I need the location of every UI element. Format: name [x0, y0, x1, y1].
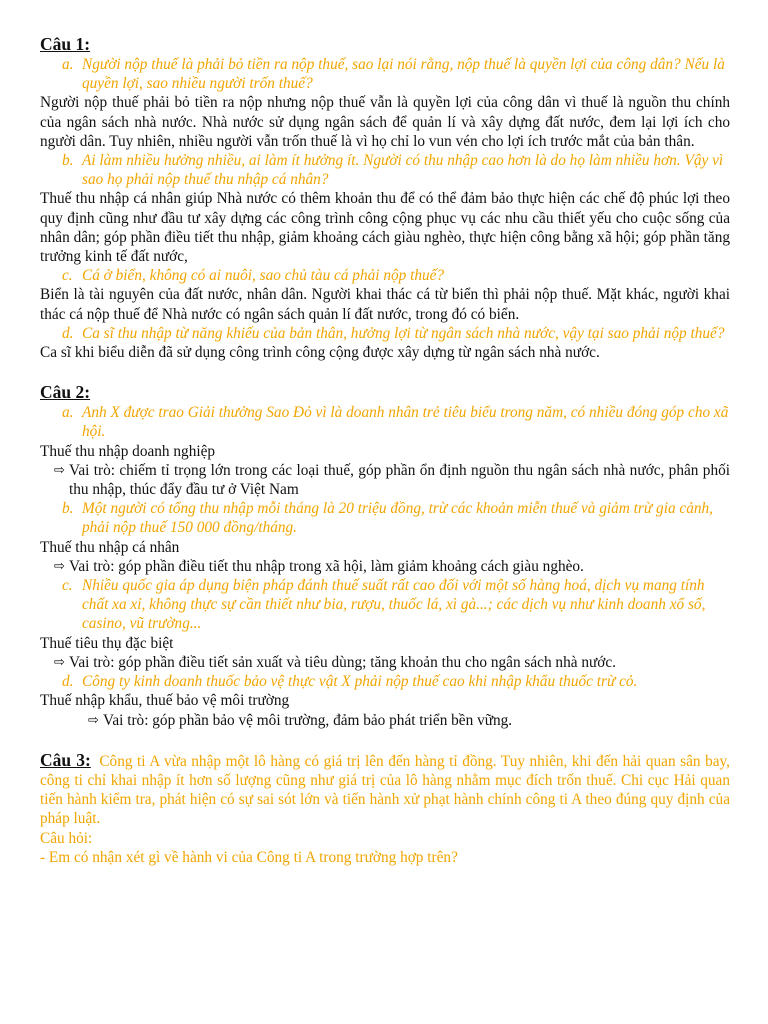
right-arrow-outline-icon: ⇨ — [54, 558, 65, 574]
role-text: Vai trò: góp phần bảo vệ môi trường, đảm bảo phát triển bền vững. — [103, 711, 513, 729]
right-arrow-outline-icon: ⇨ — [54, 462, 65, 478]
cau2-question-c — [40, 576, 730, 634]
cau2-heading: Câu 2: — [40, 382, 91, 403]
cau1-question-d — [40, 324, 730, 343]
role-text: Vai trò: chiếm tỉ trọng lớn trong các loại thuế, góp phần ổn định nguồn thu ngân sách nhà nước, phân phối thu nhập, thúc đẩy đầu tư ở Việt Nam — [69, 461, 730, 499]
question-text: Anh X được trao Giải thưởng Sao Đỏ vì là doanh nhân trẻ tiêu biểu trong năm, có nhiều đóng góp cho xã hội. — [82, 404, 729, 441]
cau1-question-a — [40, 55, 730, 93]
role-a — [40, 461, 730, 499]
tax-type-b: Thuế thu nhập cá nhân — [40, 538, 180, 556]
cau3-question: - Em có nhận xét gì về hành vi của Công ti A trong trường hợp trên? — [40, 848, 458, 866]
role-text: Vai trò: góp phần điều tiết sản xuất và tiêu dùng; tăng khoản thu cho ngân sách nhà nước. — [69, 653, 616, 671]
cau2-question-d — [40, 672, 730, 691]
cau1-answer-b: Thuế thu nhập cá nhân giúp Nhà nước có thêm khoản thu để có thể đảm bảo thực hiện các chế độ phúc lợi theo quy định cũng như đầu tư xây dựng các công trình công cộng phục vụ các nhu cầu thiết yếu cho cuộc sống của nhân dân; góp phần điều tiết thu nhập, giảm khoảng cách giàu nghèo, thực hiện công bằng xã hội; góp phần tăng trưởng kinh tế đất nước, — [40, 190, 730, 266]
question-label: c. — [62, 577, 73, 595]
question-text: Ai làm nhiều hưởng nhiều, ai làm ít hưởng ít. Người có thu nhập cao hơn là do họ làm nhiều hơn. Vậy vì sao họ phải nộp thuế thu nhập cá nhân? — [82, 152, 724, 189]
tax-type-c: Thuế tiêu thụ đặc biệt — [40, 634, 174, 652]
cau1-answer-c: Biển là tài nguyên của đất nước, nhân dân. Người khai thác cá từ biển thì phải nộp thuế. Mặt khác, người khai thác cá nộp thuế để Nhà nước có ngân sách quản lí đất nước, trong đó có biển. — [40, 286, 730, 323]
question-text: Nhiều quốc gia áp dụng biện pháp đánh thuế suất rất cao đối với một số hàng hoá, dịch vụ mang tính chất xa xỉ, không thực sự cần thiết như bia, rượu, thuốc lá, xì gà...; các dịch vụ như kinh doanh xổ số, casino, vũ trường... — [82, 577, 706, 633]
cau2-question-b — [40, 499, 730, 537]
cau1-question-c — [40, 266, 730, 285]
tax-type-d: Thuế nhập khẩu, thuế bảo vệ môi trường — [40, 692, 290, 710]
question-label: d. — [62, 673, 74, 691]
cau3-prompt-label: Câu hỏi: — [40, 829, 93, 847]
cau3-text: Công ti A vừa nhập một lô hàng có giá trị lên đến hàng tỉ đồng. Tuy nhiên, khi đến hải quan sân bay, công ti chỉ khai nhập ít hơn số lượng cũng như giá trị của lô hàng nhằm mục đích trốn thuế. Chi cục Hải quan tiến hành kiểm tra, phát hiện có sự sai sót lớn và tiến hành xử phạt hành chính công ti A theo đúng quy định của pháp luật. — [40, 752, 730, 828]
question-text: Cá ở biển, không có ai nuôi, sao chủ tàu cá phải nộp thuế? — [82, 267, 445, 285]
role-c — [40, 653, 730, 672]
question-label: d. — [62, 324, 74, 342]
question-label: a. — [62, 56, 74, 73]
role-b — [40, 557, 730, 576]
cau1-answer-d: Ca sĩ khi biểu diễn đã sử dụng công trình công cộng được xây dựng từ ngân sách nhà nước. — [40, 344, 600, 362]
question-label: c. — [62, 267, 73, 285]
question-text: Công ty kinh doanh thuốc bảo vệ thực vật X phải nộp thuế cao khi nhập khẩu thuốc trừ cỏ. — [82, 673, 638, 691]
right-arrow-outline-icon: ⇨ — [54, 654, 65, 670]
question-text: Ca sĩ thu nhập từ năng khiếu của bản thân, hưởng lợi từ ngân sách nhà nước, vậy tại sao phải nộp thuế? — [82, 324, 725, 342]
cau2-question-a — [40, 403, 730, 441]
right-arrow-outline-icon: ⇨ — [88, 712, 99, 728]
cau1-question-b — [40, 151, 730, 189]
role-d — [40, 711, 730, 730]
question-text: Người nộp thuế là phải bỏ tiền ra nộp thuế, sao lại nói rằng, nộp thuế là quyền lợi của công dân? Nếu là quyền lợi, sao nhiều người trốn thuế? — [82, 56, 725, 93]
tax-type-a: Thuế thu nhập doanh nghiệp — [40, 442, 216, 460]
section-spacer — [40, 730, 730, 749]
cau1-heading: Câu 1: — [40, 34, 91, 54]
role-text: Vai trò: góp phần điều tiết thu nhập trong xã hội, làm giảm khoảng cách giàu nghèo. — [69, 557, 584, 575]
question-label: b. — [62, 500, 74, 518]
question-label: a. — [62, 404, 74, 422]
question-label: b. — [62, 152, 74, 170]
section-spacer — [40, 362, 730, 381]
question-text: Một người có tổng thu nhập mỗi tháng là 20 triệu đồng, trừ các khoản miễn thuế và giảm trừ gia cảnh, phải nộp thuế 150 000 đồng/tháng. — [82, 500, 713, 537]
cau3-heading: Câu 3: — [40, 749, 91, 770]
cau3-paragraph — [40, 749, 730, 829]
cau1-answer-a: Người nộp thuế phải bỏ tiền ra nộp nhưng nộp thuế vẫn là quyền lợi của công dân vì thuế là nguồn thu chính của ngân sách nhà nước. Nhà nước sử dụng ngân sách để quản lí và xây dựng đất nước, đem lại lợi ích cho người dân. Tuy nhiên, nhiều người vẫn trốn thuế là vì họ chỉ lo vun vén cho lợi ích trước mắt của bản thân. — [40, 94, 730, 150]
